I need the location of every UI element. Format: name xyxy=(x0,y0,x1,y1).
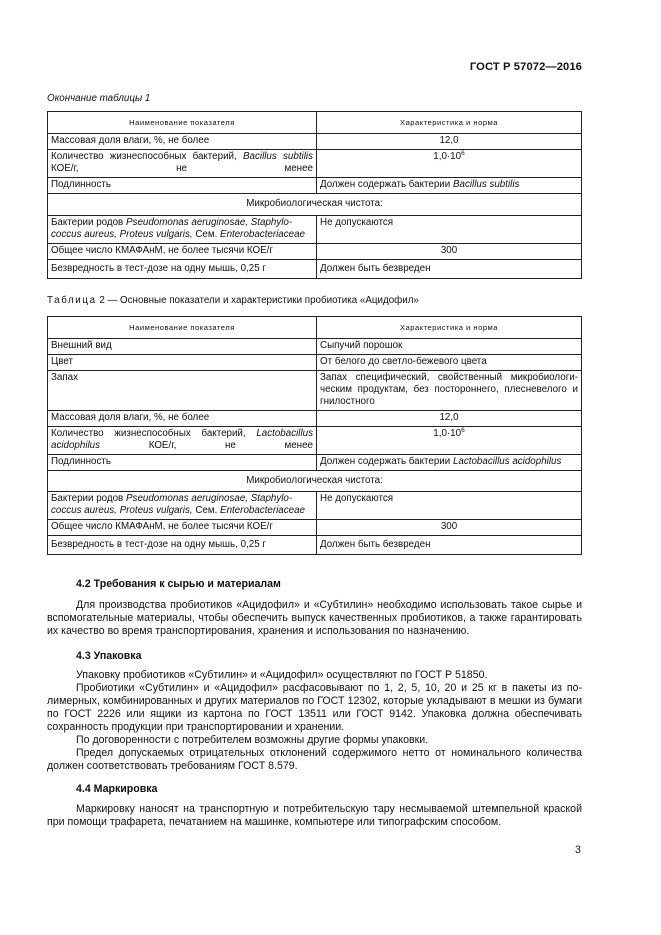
table-row xyxy=(48,536,582,555)
paragraph: По договоренности с потребителем возможны другие формы упаковки. xyxy=(76,734,429,746)
row-value: Должен содержать бактерии Lactobacillus acidophilus xyxy=(317,455,582,471)
table-section-row xyxy=(48,194,582,216)
table-row xyxy=(48,260,582,279)
paragraph: Маркировку наносят на транспортную и потребительскую тару несмываемой штемпельной краской при помощи трафарета, печатанием на машинке, компьютере или типографским способом. xyxy=(47,803,582,828)
col-header-name: Наименование показателя xyxy=(48,112,317,134)
paragraph: Для производства пробиотиков «Ацидофил» и «Субтилин» необходимо использовать такое сырье и вспомогательные материалы, чтобы обеспечить выпуск качественных пробиотиков, а также гарантировать их качество во время транспортирования, хранения и использования по назначению. xyxy=(47,599,582,637)
row-value: Должен содержать бактерии Bacillus subtilis xyxy=(317,178,582,194)
table-row xyxy=(48,492,582,520)
row-value: Не допускаются xyxy=(317,492,582,520)
row-name: Общее число КМАФАнМ, не более тысячи КОЕ/г xyxy=(48,520,317,536)
section-4-3-body xyxy=(47,669,582,773)
row-name: Количество жизнеспособных бактерий, Bacillus subtilis КОЕ/г, не менее xyxy=(48,150,317,178)
page-number: 3 xyxy=(575,844,581,856)
table-row xyxy=(48,355,582,371)
col-header-value: Характеристика и норма xyxy=(317,317,582,339)
table-header-row xyxy=(48,112,582,134)
table-row xyxy=(48,216,582,244)
row-name: Запах xyxy=(48,371,317,411)
section-4-4-title: 4.4 Маркировка xyxy=(76,783,158,795)
row-value: $1,0\cdot 10^6$ xyxy=(317,150,582,178)
table-row xyxy=(48,427,582,455)
table-row xyxy=(48,371,582,411)
table-row xyxy=(48,411,582,427)
paragraph: Предел допускаемых отрицательных отклонений содержимого нетто от номинального количества должен соответствовать требованиям ГОСТ 8.579. xyxy=(47,747,582,772)
row-value: Должен быть безвреден xyxy=(317,536,582,555)
row-name: Цвет xyxy=(48,355,317,371)
section-4-4-body xyxy=(47,803,582,829)
table-header-row xyxy=(48,317,582,339)
table-row xyxy=(48,520,582,536)
table-section-row xyxy=(48,471,582,492)
row-name: Безвредность в тест-дозе на одну мышь, 0,25 г xyxy=(48,536,317,555)
row-value: 12,0 xyxy=(317,411,582,427)
section-4-2-body xyxy=(47,599,582,638)
table2-caption: Таблица 2 — Основные показатели и характеристики пробиотика «Ацидофил» xyxy=(47,295,419,306)
row-name: Подлинность xyxy=(48,178,317,194)
table-row xyxy=(48,339,582,355)
row-value: Сыпучий порошок xyxy=(317,339,582,355)
row-value: 300 xyxy=(317,520,582,536)
document-code: ГОСТ Р 57072—2016 xyxy=(469,61,582,73)
row-name: Количество жизнеспособных бактерий, Lactobacillus acidophilus КОЕ/г, не менее xyxy=(48,427,317,455)
table-row xyxy=(48,134,582,150)
section-label: Микробиологическая чистота: xyxy=(48,471,582,492)
row-name: Внешний вид xyxy=(48,339,317,355)
row-value: Запах специфический, свойственный микробиологи- ческим продуктам, без постороннего, плесневелого и гнилостного xyxy=(317,371,582,411)
row-name: Бактерии родов Pseudomonas aeruginosae, Staphylo- coccus aureus, Proteus vulgaris, Сем. Enterobacteriaceae xyxy=(48,216,317,244)
col-header-value: Характеристика и норма xyxy=(317,112,582,134)
table-row xyxy=(48,455,582,471)
paragraph: Упаковку пробиотиков «Субтилин» и «Ацидофил» осуществляют по ГОСТ Р 51850. xyxy=(76,669,488,681)
table-row xyxy=(48,244,582,260)
row-value: 300 xyxy=(317,244,582,260)
row-name: Общее число КМАФАнМ, не более тысячи КОЕ/г xyxy=(48,244,317,260)
section-4-2-title: 4.2 Требования к сырью и материалам xyxy=(76,578,281,590)
row-name: Подлинность xyxy=(48,455,317,471)
section-label: Микробиологическая чистота: xyxy=(48,194,582,216)
table-2 xyxy=(47,316,582,555)
row-name: Безвредность в тест-дозе на одну мышь, 0,25 г xyxy=(48,260,317,279)
row-value: Не допускаются xyxy=(317,216,582,244)
row-name: Массовая доля влаги, %, не более xyxy=(48,411,317,427)
col-header-name: Наименование показателя xyxy=(48,317,317,339)
section-4-3-title: 4.3 Упаковка xyxy=(76,650,142,662)
row-name: Бактерии родов Pseudomonas aeruginosae, Staphylo- coccus aureus, Proteus vulgaris, Сем. Enterobacteriaceae xyxy=(48,492,317,520)
row-value: От белого до светло-бежевого цвета xyxy=(317,355,582,371)
row-name: Массовая доля влаги, %, не более xyxy=(48,134,317,150)
row-value: 12,0 xyxy=(317,134,582,150)
paragraph: Пробиотики «Субтилин» и «Ацидофил» расфасовывают по 1, 2, 5, 10, 20 и 25 кг в пакеты из полимерных, комбинированных и других материалов по ГОСТ 12302, которые укладывают в мешки из бумаги по ГОСТ 2226 или ящики из картона по ГОСТ 13511 или ГОСТ 9142. Упаковка должна обеспечивать сохранность продукции при транспортировании и хранении. xyxy=(47,682,582,733)
row-value: $1,0\cdot 10^6$ xyxy=(317,427,582,455)
table-row xyxy=(48,150,582,178)
row-value: Должен быть безвреден xyxy=(317,260,582,279)
table1-caption: Окончание таблицы 1 xyxy=(47,93,151,104)
table-row xyxy=(48,178,582,194)
table-1 xyxy=(47,111,582,279)
